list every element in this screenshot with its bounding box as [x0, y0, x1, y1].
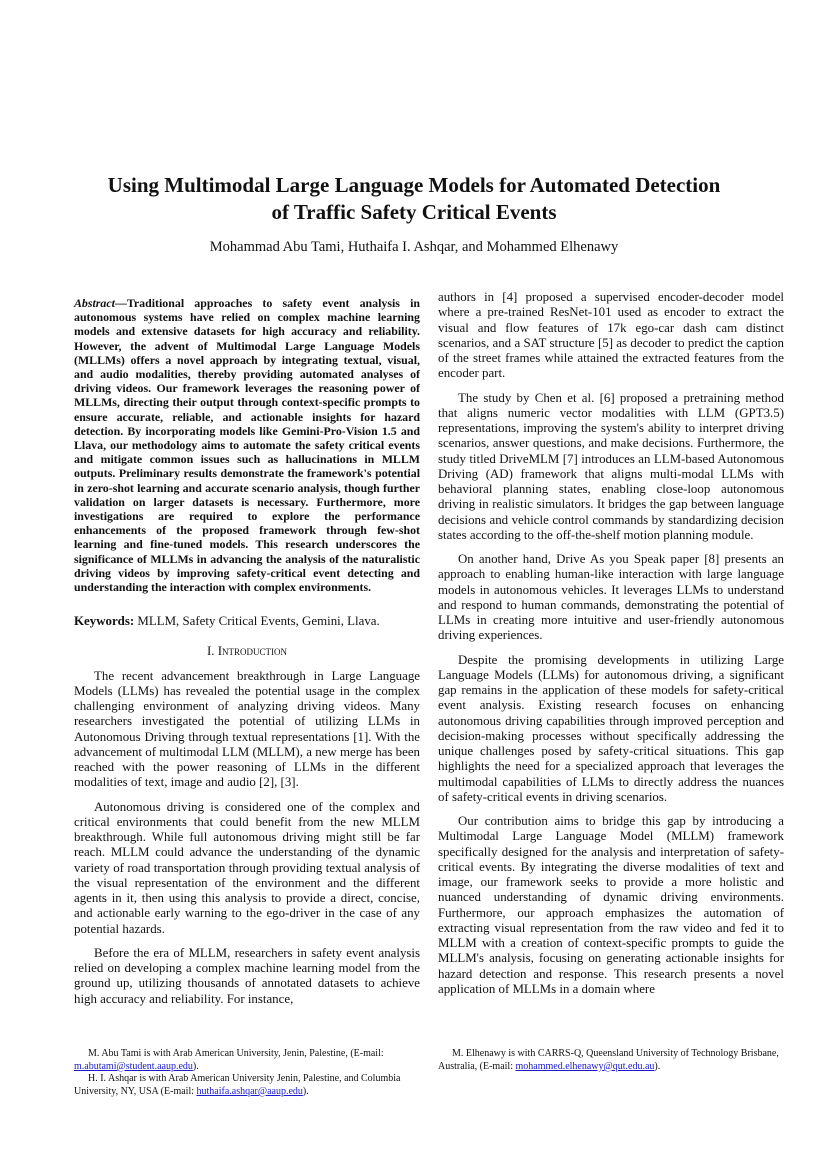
- section-number: I.: [206, 643, 215, 658]
- body-paragraph: authors in [4] proposed a supervised encoder-decoder model where a pre-trained ResNet-101 used as encoder to extract the visual and flow features of 17k ego-car dash cam distinct scenarios, and a SAT structure [5] as decoder to predict the caption of the street frames while attained the extracted features from the encoder part.: [438, 290, 784, 381]
- footnote-tail: ).: [192, 1060, 199, 1072]
- section-title: Introduction: [217, 643, 288, 658]
- body-paragraph: Before the era of MLLM, researchers in safety event analysis relied on developing a complex machine learning model from the ground up, utilizing thousands of annotated datasets to achieve high accuracy and reliability. For instance,: [74, 945, 420, 1006]
- body-paragraph: The study by Chen et al. [6] proposed a pretraining method that aligns numeric vector modalities with LLM (GPT3.5) representations, improving the system's ability to interpret driving scenarios, answer questions, and make decisions. Furthermore, the study titled DriveMLM [7] introduces an LLM-based Autonomous Driving (AD) framework that aligns multi-modal LLMs with behavioral planning states, enabling close-loop autonomous driving in realistic simulators. It bridges the gap between language decisions and vehicle control commands by standardizing decision states according to the off-the-shelf motion planning module.: [438, 390, 784, 542]
- paper-title-line-1: Using Multimodal Large Language Models for Automated Detection: [107, 173, 721, 197]
- abstract: [74, 296, 420, 594]
- footnote-tail: ).: [302, 1085, 309, 1097]
- paper-title: [60, 172, 768, 226]
- footnotes-right: [438, 1048, 784, 1073]
- paper-title-line-2: of Traffic Safety Critical Events: [271, 200, 557, 224]
- footnote-text: M. Elhenawy is with CARRS-Q, Queensland University of Technology Brisbane, Australia, (E-mail:: [438, 1048, 779, 1072]
- keywords-text: MLLM, Safety Critical Events, Gemini, Llava.: [134, 614, 380, 629]
- email-link[interactable]: huthaifa.ashqar@aaup.edu: [196, 1085, 303, 1097]
- footnote-text: M. Abu Tami is with Arab American University, Jenin, Palestine, (E-mail:: [88, 1048, 384, 1059]
- right-column: [438, 290, 784, 997]
- footnote-tail: ).: [654, 1060, 661, 1072]
- keywords: [74, 614, 420, 629]
- email-link[interactable]: m.abutami@student.aaup.edu: [74, 1060, 193, 1072]
- footnote-author-2: [74, 1073, 420, 1098]
- body-paragraph: On another hand, Drive As you Speak paper [8] presents an approach to enabling human-like interaction with large language models in autonomous vehicles. It leverages LLMs to understand and respond to human commands, demonstrating the potential of LLMs in creating more intuitive and user-friendly autonomous driving experiences.: [438, 552, 784, 643]
- body-paragraph: Our contribution aims to bridge this gap by introducing a Multimodal Large Language Model (MLLM) framework specifically designed for the analysis and interpretation of safety-critical events. By integrating the diverse modalities of text and image, our framework seeks to provide a more holistic and nuanced understanding of dynamic driving environments. Furthermore, our approach emphasizes the automation of extracting visual representation from the raw video and fed it to MLLM with a creation of context-specific prompts to guide the MLLM's analysis, focusing on generating actionable insights for hazard detection and response. This research presents a novel application of MLLMs in a domain where: [438, 814, 784, 996]
- abstract-label: Abstract: [74, 296, 115, 310]
- body-paragraph: Despite the promising developments in utilizing Large Language Models (LLMs) for autonomous driving, a significant gap remains in the application of these models for safety-critical event analysis. Existing research focuses on enhancing autonomous driving capabilities through improved perception and decision-making processes without specifically addressing the unique challenges posed by safety-critical situations. This gap highlights the need for a specialized approach that leverages the multimodal capabilities of LLMs to directly address the nuances of safety-critical events in driving scenarios.: [438, 652, 784, 804]
- abstract-text: —Traditional approaches to safety event analysis in autonomous systems have relied on complex machine learning models and extensive datasets for high accuracy and reliability. However, the advent of Multimodal Large Language Models (MLLMs) offers a novel approach by integrating textual, visual, and audio modalities, thereby providing automated analyses of driving videos. Our framework leverages the reasoning power of MLLMs, directing their output through context-specific prompts to ensure accurate, reliable, and actionable insights for hazard detection. By incorporating models like Gemini-Pro-Vision 1.5 and Llava, our methodology aims to automate the safety critical events and mitigate common issues such as hallucinations in MLLM outputs. Preliminary results demonstrate the framework's potential in zero-shot learning and accurate scenario analysis, though further validation on larger datasets is necessary. Furthermore, more investigations are required to explore the performance enhancements of the proposed framework through few-shot learning and fine-tuned models. This research underscores the significance of MLLMs in advancing the analysis of the naturalistic driving videos by improving safety-critical event detecting and understanding the interaction with complex environments.: [74, 296, 420, 595]
- body-paragraph: The recent advancement breakthrough in Large Language Models (LLMs) has revealed the potential usage in the complex challenging environment of analyzing driving videos. Many researchers investigated the potential of utilizing LLMs in Autonomous Driving through textual representations [1]. With the advancement of multimodal LLM (MLLM), a new merge has been reached with the power reasoning of LLMs in the different modalities of text, image and audio [2], [3].: [74, 668, 420, 790]
- left-column: [74, 296, 420, 1007]
- body-paragraph: Autonomous driving is considered one of the complex and critical environments that could benefit from the new MLLM breakthrough. While full autonomous driving might still be far reach. MLLM could advance the understanding of the dynamic variety of road transportation through providing textual analysis of the visual representation of the environment and the different agents in it, then using this analysis to provide a direct, concise, and actionable early warning to the ego-driver in the case of any potential hazards.: [74, 799, 420, 936]
- footnotes-left: [74, 1048, 420, 1098]
- footnote-author-1: [74, 1048, 420, 1073]
- keywords-label: Keywords:: [74, 614, 135, 629]
- footnote-author-3: [438, 1048, 784, 1073]
- section-heading-introduction: [74, 644, 420, 659]
- email-link[interactable]: mohammed.elhenawy@qut.edu.au: [515, 1060, 655, 1072]
- author-list: Mohammad Abu Tami, Huthaifa I. Ashqar, and Mohammed Elhenawy: [209, 239, 619, 255]
- footnote-text: H. I. Ashqar is with Arab American University Jenin, Palestine, and Columbia University, NY, USA (E-mail:: [74, 1073, 401, 1097]
